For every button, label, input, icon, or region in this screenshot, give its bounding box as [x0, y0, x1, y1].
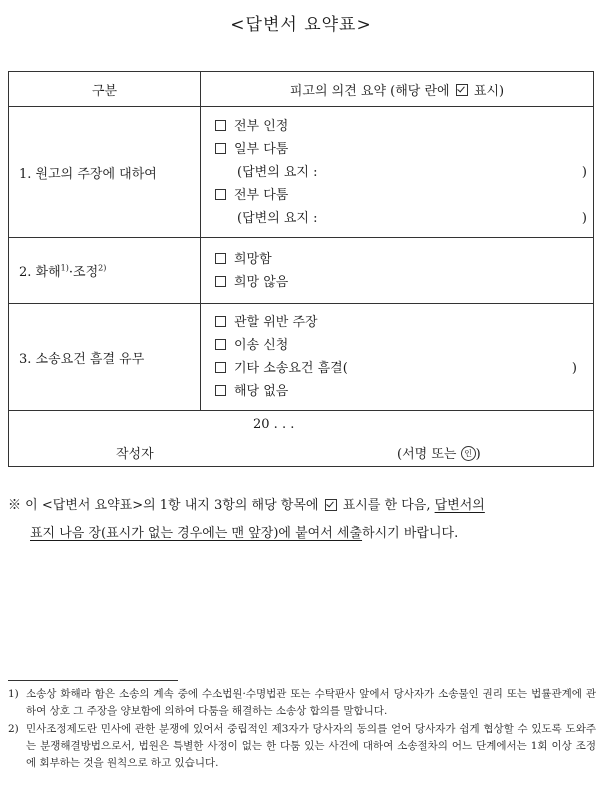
footnote-text: 소송상 화해라 함은 소송의 계속 중에 수소법원·수명법관 또는 수탁판사 앞에서 당사자가 소송물인 권리 또는 법률관계에 관하여 상호 그 주장을 양보함에 의하여 다툼을 해결하는 소송상 합의를 말합니다. — [26, 688, 596, 717]
checkbox-icon[interactable] — [215, 316, 226, 327]
option-full-dispute[interactable] — [215, 184, 593, 207]
footnote-number: 1) — [8, 688, 19, 700]
option-label: 일부 다툼 — [234, 141, 289, 157]
checkbox-icon[interactable] — [215, 362, 226, 373]
option-label: 이송 신청 — [234, 338, 289, 353]
option-transfer[interactable] — [215, 334, 593, 357]
mediation-label: ·조정 — [68, 265, 99, 280]
checkbox-icon[interactable] — [215, 143, 226, 154]
footnote-divider — [8, 680, 178, 681]
answer-summary-table — [8, 71, 594, 467]
document-title: <답변서 요약표> — [230, 15, 372, 35]
seal-icon: 인 — [461, 446, 476, 461]
table-header-row — [9, 72, 594, 107]
note-underlined-1: 답변서의 — [434, 498, 485, 513]
gist-close: ) — [581, 164, 587, 180]
option-label: 기타 소송요건 흠결( — [234, 361, 348, 376]
option-label: 전부 인정 — [234, 118, 289, 134]
header-category: 구분 — [9, 72, 201, 107]
option-label: 희망함 — [234, 251, 272, 267]
gist-close: ) — [581, 210, 587, 226]
checked-box-icon — [325, 499, 337, 511]
signature-label: (서명 또는 — [397, 447, 457, 462]
partial-gist-field[interactable] — [215, 161, 593, 184]
option-wish[interactable] — [215, 248, 593, 271]
checkbox-icon[interactable] — [215, 120, 226, 131]
option-none[interactable] — [215, 380, 593, 403]
signature-close: ) — [475, 447, 481, 462]
settlement-label: 2. 화해 — [19, 265, 61, 280]
section-claim-options — [201, 107, 594, 238]
header-opinion — [201, 72, 594, 107]
note-underlined-2: 표지 나음 장(표시가 없는 경우에는 맨 앞장)에 붙여서 세출 — [30, 526, 363, 541]
checkbox-icon[interactable] — [215, 276, 226, 287]
checkbox-icon[interactable] — [215, 253, 226, 264]
footnote-number: 2) — [8, 723, 19, 735]
footnote-ref-2[interactable]: 2) — [98, 263, 107, 273]
option-partial-dispute[interactable] — [215, 138, 593, 161]
option-other-defect[interactable] — [215, 357, 593, 380]
option-label: 관할 위반 주장 — [234, 315, 318, 330]
section-claim-row — [9, 107, 594, 238]
note-text-2: 표시를 한 다음, — [342, 498, 431, 513]
option-no-wish[interactable] — [215, 271, 593, 294]
section-requirements-row — [9, 304, 594, 411]
checkbox-icon[interactable] — [215, 339, 226, 350]
note-text-1: ※ 이 <답변서 요약표>의 1항 내지 3항의 해당 항목에 — [8, 498, 319, 513]
footnote-1 — [8, 686, 596, 720]
signature-field[interactable] — [397, 443, 481, 462]
footnote-2 — [8, 721, 596, 772]
note-text-3: 하시기 바랍니다. — [362, 526, 459, 541]
option-jurisdiction[interactable] — [215, 311, 593, 334]
section-settlement-label — [9, 238, 201, 304]
footnotes — [8, 686, 596, 773]
checked-box-icon — [456, 84, 468, 96]
footnote-text: 민사조정제도란 민사에 관한 분쟁에 있어서 중립적인 제3자가 당사자의 동의를 얻어 당사자가 쉽게 협상할 수 있도록 도와주는 분쟁해결방법으로서, 법원은 특별한 사정이 없는 한 다툼 있는 사건에 대하여 소송절차의 어느 단계에서는 1회 이상 조정에 회부하는 것을 원칙으로 하고 있습니다. — [26, 723, 596, 769]
instruction-note — [8, 492, 596, 548]
section-claim-label: 1. 원고의 주장에 대하여 — [9, 107, 201, 238]
footnote-ref-1[interactable]: 1) — [60, 263, 69, 273]
author-label: 작성자 — [116, 447, 154, 462]
header-opinion-label: 피고의 의견 요약 (해당 란에 — [289, 83, 450, 99]
section-settlement-row — [9, 238, 594, 304]
option-label: 해당 없음 — [234, 384, 289, 399]
section-requirements-label: 3. 소송요건 흠결 유무 — [9, 304, 201, 411]
gist-label: (답변의 요지 : — [237, 210, 318, 226]
option-label: 희망 않음 — [234, 274, 289, 290]
section-requirements-options — [201, 304, 594, 411]
checkbox-icon[interactable] — [215, 189, 226, 200]
signature-cell — [9, 411, 594, 467]
option-full-admit[interactable] — [215, 115, 593, 138]
checkbox-icon[interactable] — [215, 385, 226, 396]
option-label: 전부 다툼 — [234, 187, 289, 203]
date-field[interactable]: 20 . . . — [253, 417, 295, 432]
full-gist-field[interactable] — [215, 207, 593, 230]
other-close: ) — [571, 361, 577, 376]
signature-row — [9, 411, 594, 467]
gist-label: (답변의 요지 : — [237, 164, 318, 180]
header-opinion-suffix: 표시) — [473, 83, 505, 99]
section-settlement-options — [201, 238, 594, 304]
